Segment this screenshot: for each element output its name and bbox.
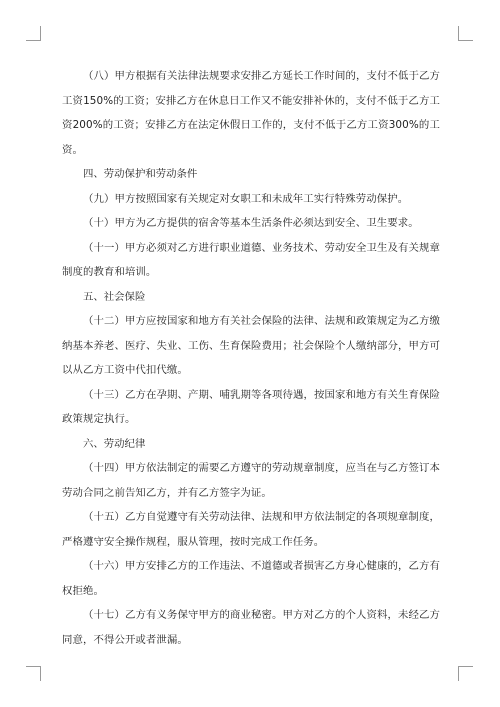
section-heading-labor-discipline: 六、劳动纪律	[83, 437, 146, 450]
clause-11: （十一）甲方必须对乙方进行职业道德、业务技术、劳动安全卫生及有关规章制度的教育和培训。	[62, 241, 440, 278]
section-heading-labor-protection: 四、劳动保护和劳动条件	[83, 168, 198, 180]
clause-14: （十四）甲方依法制定的需要乙方遵守的劳动规章制度，应当在与乙方签订本劳动合同之前告知乙方，并有乙方签字为证。	[62, 462, 440, 499]
clause-10: （十）甲方为乙方提供的宿舍等基本生活条件必须达到安全、卫生要求。	[83, 217, 419, 229]
clause-16: （十六）甲方安排乙方的工作违法、不道德或者损害乙方身心健康的，乙方有权拒绝。	[62, 560, 440, 597]
crop-mark-top-right	[458, 26, 473, 41]
clause-13: （十三）乙方在孕期、产期、哺乳期等各项待遇，按国家和地方有关生育保险政策规定执行。	[62, 388, 440, 425]
crop-mark-top-left	[26, 26, 41, 41]
clause-12: （十二）甲方应按国家和地方有关社会保险的法律、法规和政策规定为乙方缴纳基本养老、医疗、失业、工伤、生育保险费用；社会保险个人缴纳部分，甲方可以从乙方工资中代扣代缴。	[62, 315, 440, 376]
clause-15: （十五）乙方自觉遵守有关劳动法律、法规和甲方依法制定的各项规章制度，严格遵守安全操作规程，服从管理，按时完成工作任务。	[62, 511, 440, 548]
clause-17: （十七）乙方有义务保守甲方的商业秘密。甲方对乙方的个人资料，未经乙方同意，不得公开或者泄漏。	[62, 609, 440, 646]
section-heading-social-insurance: 五、社会保险	[83, 290, 146, 303]
crop-mark-bottom-left	[26, 666, 41, 681]
clause-9: （九）甲方按照国家有关规定对女职工和未成年工实行特殊劳动保护。	[83, 192, 409, 205]
document-body	[62, 64, 440, 652]
clause-8: （八）甲方根据有关法律法规要求安排乙方延长工作时间的，支付不低于乙方工资150%的工资；安排乙方在休息日工作又不能安排补休的，支付不低于乙方工资200%的工资；安排乙方在法定休假日工作的，支付不低于乙方工资300%的工资。	[62, 70, 440, 156]
crop-mark-bottom-right	[458, 666, 473, 681]
